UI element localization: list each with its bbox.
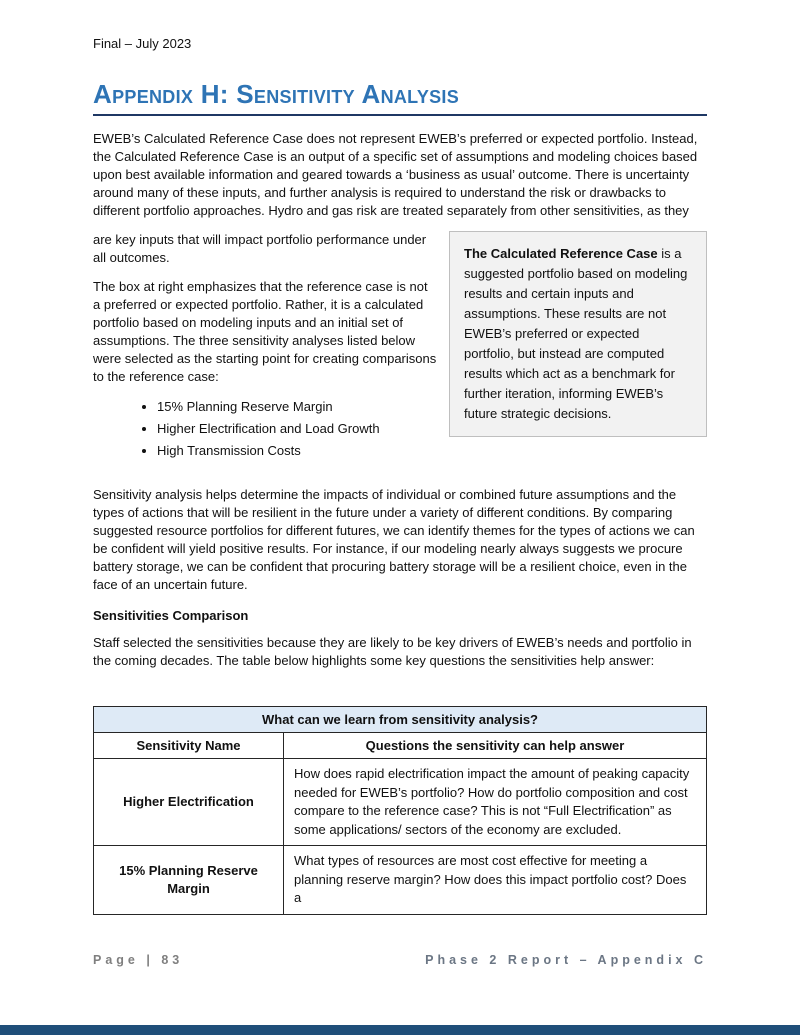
subheading-sensitivities-comparison: Sensitivities Comparison (93, 608, 249, 623)
sensitivity-question-cell: How does rapid electrification impact the amount of peaking capacity needed for EWEB’s portfolio? How do portfolio composition and cost compare to the reference case? This is not “Full Electrification” as some applications/ sectors of the economy are excluded. (284, 759, 707, 846)
paragraph-staff-selected: Staff selected the sensitivities because they are likely to be key drivers of EWEB’s needs and portfolio in the coming decades. The table below highlights some key questions the sensitivities help answer: (93, 635, 692, 668)
table-header-row (94, 733, 707, 759)
col-header-questions: Questions the sensitivity can help answer (284, 733, 707, 759)
bullet-item-electrification: • Higher Electrification and Load Growth (157, 420, 437, 438)
header-date: Final – July 2023 (93, 36, 192, 51)
table-title-row (94, 707, 707, 733)
callout-lead-bold: The Calculated Reference Case (464, 246, 658, 261)
bullet-item-transmission: • High Transmission Costs (157, 442, 437, 460)
sensitivity-table (93, 706, 707, 915)
footer-page-number: Page | 83 (93, 953, 184, 967)
sensitivity-question-cell: What types of resources are most cost effective for meeting a planning reserve margin? How does this impact portfolio cost? Does a (284, 846, 707, 915)
wrap-section (93, 231, 707, 464)
paragraph-box-explainer: The box at right emphasizes that the reference case is not a preferred or expected portfolio. Rather, it is a calculated portfolio based on modeling inputs and an initial set of assumptions. The three sensitivity analyses listed below were selected as the starting point for creating comparisons to the reference case: (93, 279, 437, 384)
callout-body-text: is a suggested portfolio based on modeling results and certain inputs and assumptions. These results are not EWEB’s preferred or expected portfolio, but instead are computed results which act as a benchmark for further iteration, informing EWEB’s future strategic decisions. (464, 246, 688, 421)
sensitivity-name-cell: Higher Electrification (94, 759, 284, 846)
callout-box (449, 231, 707, 437)
bottom-accent-bar (0, 1025, 800, 1035)
table-row (94, 759, 707, 846)
page-title: Appendix H: Sensitivity Analysis (93, 79, 460, 109)
title-rule (93, 114, 707, 116)
paragraph-intro-continued: are key inputs that will impact portfolio performance under all outcomes. (93, 232, 427, 265)
col-header-sensitivity-name: Sensitivity Name (94, 733, 284, 759)
footer-report-title: Phase 2 Report – Appendix C (425, 953, 707, 967)
page-footer (93, 953, 707, 967)
table-row (94, 846, 707, 915)
paragraph-sensitivity-analysis: Sensitivity analysis helps determine the impacts of individual or combined future assumptions and the types of actions that will be resilient in the future under a variety of different conditions. By comparing suggested resource portfolios for different futures, we can identify themes for the types of actions we can be confident will yield positive results. For instance, if our modeling nearly always suggests we procure battery storage, we can be confident that procuring battery storage will be a resilient choice, even in the face of an uncertain future. (93, 487, 695, 592)
sensitivity-name-cell: 15% Planning Reserve Margin (94, 846, 284, 915)
paragraph-intro: EWEB’s Calculated Reference Case does not represent EWEB’s preferred or expected portfolio. Instead, the Calculated Reference Case is an output of a specific set of assumptions and modeling choices based upon best available information and geared towards a ‘business as usual’ outcome. There is uncertainty around many of these inputs, and further analysis is required to understand the risk or drawbacks to different portfolio approaches. Hydro and gas risk are treated separately from other sensitivities, as they (93, 131, 698, 218)
left-column (93, 231, 437, 464)
bullet-item-planning-reserve: • 15% Planning Reserve Margin (157, 398, 437, 416)
sensitivity-bullet-list (93, 398, 437, 460)
table-title: What can we learn from sensitivity analysis? (94, 707, 707, 733)
